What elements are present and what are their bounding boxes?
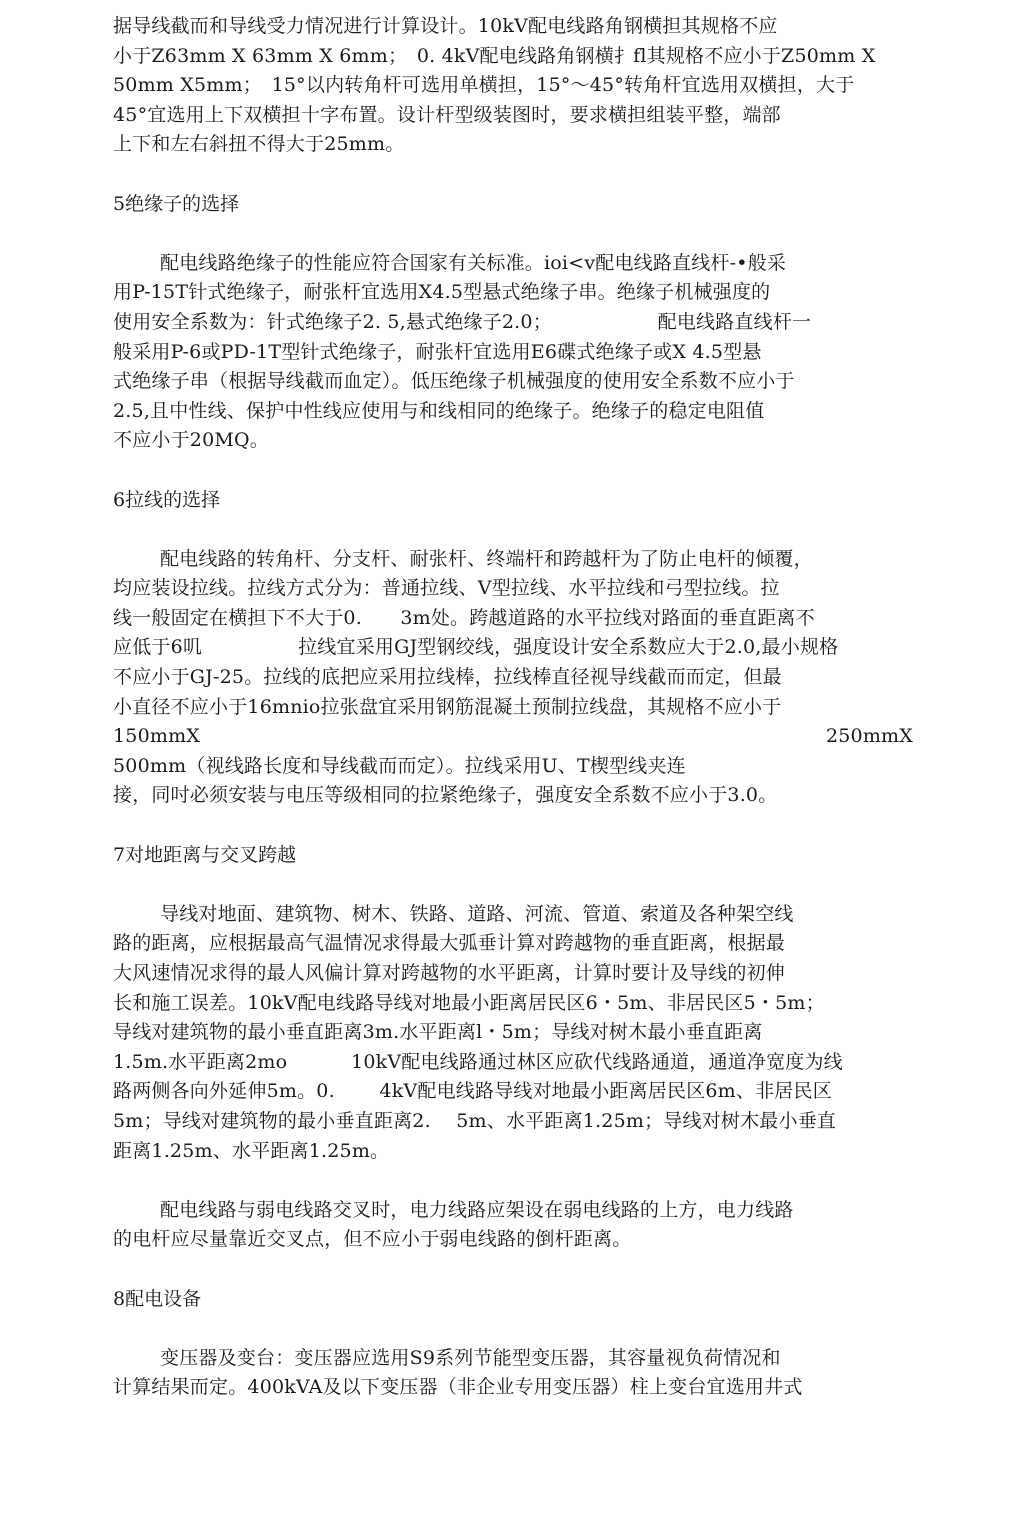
text-line: 45°宜选用上下双横担十字布置。设计杆型级装图时，要求横担组装平整，端部: [113, 103, 781, 126]
text-line: 导线对建筑物的最小垂直距离3m.水平距离l・5m；导线对树木最小垂直距离: [113, 1021, 763, 1044]
paragraph-guy-wire: [113, 545, 913, 811]
section-heading-insulator: 5绝缘子的选择: [113, 192, 240, 215]
text-line: 应低于6叽 拉线宜采用GJ型钢绞线，强度设计安全系数应大于2.0,最小规格: [113, 636, 839, 659]
text-line: 路的距离，应根据最高气温情况求得最大弧垂计算对跨越物的垂直距离，根据最: [113, 932, 786, 955]
text-line: 配电线路绝缘子的性能应符合国家有关标准。ioi<v配电线路直线杆-•般采: [160, 251, 787, 274]
paragraph-transformer: [113, 1344, 913, 1403]
paragraph-crossarm: [113, 12, 913, 160]
text-line: 50mm X5mm； 15°以内转角杆可选用单横担，15°～45°转角杆宜选用双横担，大于: [113, 74, 855, 97]
text-line: 不应小于20MQ。: [113, 429, 270, 452]
text-line: 导线对地面、建筑物、树木、铁路、道路、河流、管道、索道及各种架空线: [160, 902, 794, 925]
text-line: 变压器及变台：变压器应选用S9系列节能型变压器，其容量视负荷情况和: [160, 1346, 781, 1369]
text-fragment-right: 250mmX: [825, 725, 913, 748]
text-line: 上下和左右斜扭不得大于25mm。: [113, 133, 405, 156]
text-line: 路两侧各向外延伸5m。0. 4kV配电线路导线对地最小距离居民区6m、非居民区: [113, 1080, 832, 1103]
text-line: 的电杆应尽量靠近交叉点，但不应小于弱电线路的倒杆距离。: [113, 1228, 632, 1251]
paragraph-clearance: [113, 900, 913, 1166]
section-heading-equipment: 8配电设备: [113, 1287, 202, 1310]
text-line: 均应装设拉线。拉线方式分为：普通拉线、V型拉线、水平拉线和弓型拉线。拉: [113, 577, 780, 600]
text-line: 小于Z63mm X 63mm X 6mm； 0. 4kV配电线路角钢横扌fl其规格不应小于Z50mm X: [113, 44, 876, 67]
text-line: 配电线路的转角杆、分支杆、耐张杆、终端杆和跨越杆为了防止电杆的倾覆，: [160, 547, 813, 570]
section-heading-guy-wire: 6拉线的选择: [113, 488, 221, 511]
text-line: 线一般固定在横担下不大于0. 3m处。跨越道路的水平拉线对路面的垂直距离不: [113, 606, 815, 629]
text-line: 计算结果而定。400kVA及以下变压器（非企业专用变压器）柱上变台宜选用井式: [113, 1376, 803, 1399]
text-line: 1.5m.水平距离2mo 10kV配电线路通过林区应砍代线路通道，通道净宽度为线: [113, 1050, 843, 1073]
text-line: 式绝缘子串（根据导线截而血定）。低压绝缘子机械强度的使用安全系数不应小于: [113, 370, 795, 393]
paragraph-crossing: [113, 1196, 913, 1255]
text-line: 5m；导线对建筑物的最小垂直距离2. 5m、水平距离1.25m；导线对树木最小垂直: [113, 1109, 837, 1132]
document-page: [113, 12, 913, 1403]
text-line: 距离1.25m、水平距离1.25m。: [113, 1139, 390, 1162]
text-line: 接，同吋必须安装与电压等级相同的拉紧绝缘子，强度安全系数不应小于3.0。: [113, 784, 778, 807]
text-fragment-left: 150mmX: [113, 725, 201, 748]
text-line: 不应小于GJ-25。拉线的底把应采用拉线棒，拉线棒直径视导线截而而定，但最: [113, 666, 782, 689]
text-line: 长和施工误差。10kV配电线路导线对地最小距离居民区6・5m、非居民区5・5m；: [113, 991, 825, 1014]
text-line: 500mm（视线路长度和导线截而而定）。拉线采用U、T楔型线夹连: [113, 754, 686, 777]
text-line: 大风速情况求得的最人风偏计算对跨越物的水平距离，计算时要计及导线的初伸: [113, 962, 786, 984]
text-line: 小直径不应小于16mnio拉张盘宜采用钢筋混凝土预制拉线盘，其规格不应小于: [113, 695, 782, 718]
text-line: 配电线路与弱电线路交叉时，电力线路应架设在弱电线路的上方，电力线路: [160, 1198, 794, 1221]
section-heading-clearance: 7对地距离与交叉跨越: [113, 843, 297, 866]
text-line-justified: [113, 722, 913, 752]
paragraph-insulator: [113, 249, 913, 456]
text-line: 使用安全系数为：针式绝缘子2. 5,悬式绝缘子2.0； 配电线路直线杆一: [113, 310, 812, 333]
text-line: 据导线截而和导线受力情况进行计算设计。10kV配电线路角钢横担其规格不应: [113, 15, 778, 37]
text-line: 用P-15T针式绝缘子，耐张杆宜选用X4.5型悬式绝缘子串。绝缘子机械强度的: [113, 281, 771, 304]
text-line: 般采用P-6或PD-1T型针式绝缘子，耐张杆宜选用E6碟式绝缘子或X 4.5型悬: [113, 340, 762, 363]
text-line: 2.5,且中性线、保护中性线应使用与和线相同的绝缘子。绝缘子的稳定电阻值: [113, 399, 765, 422]
